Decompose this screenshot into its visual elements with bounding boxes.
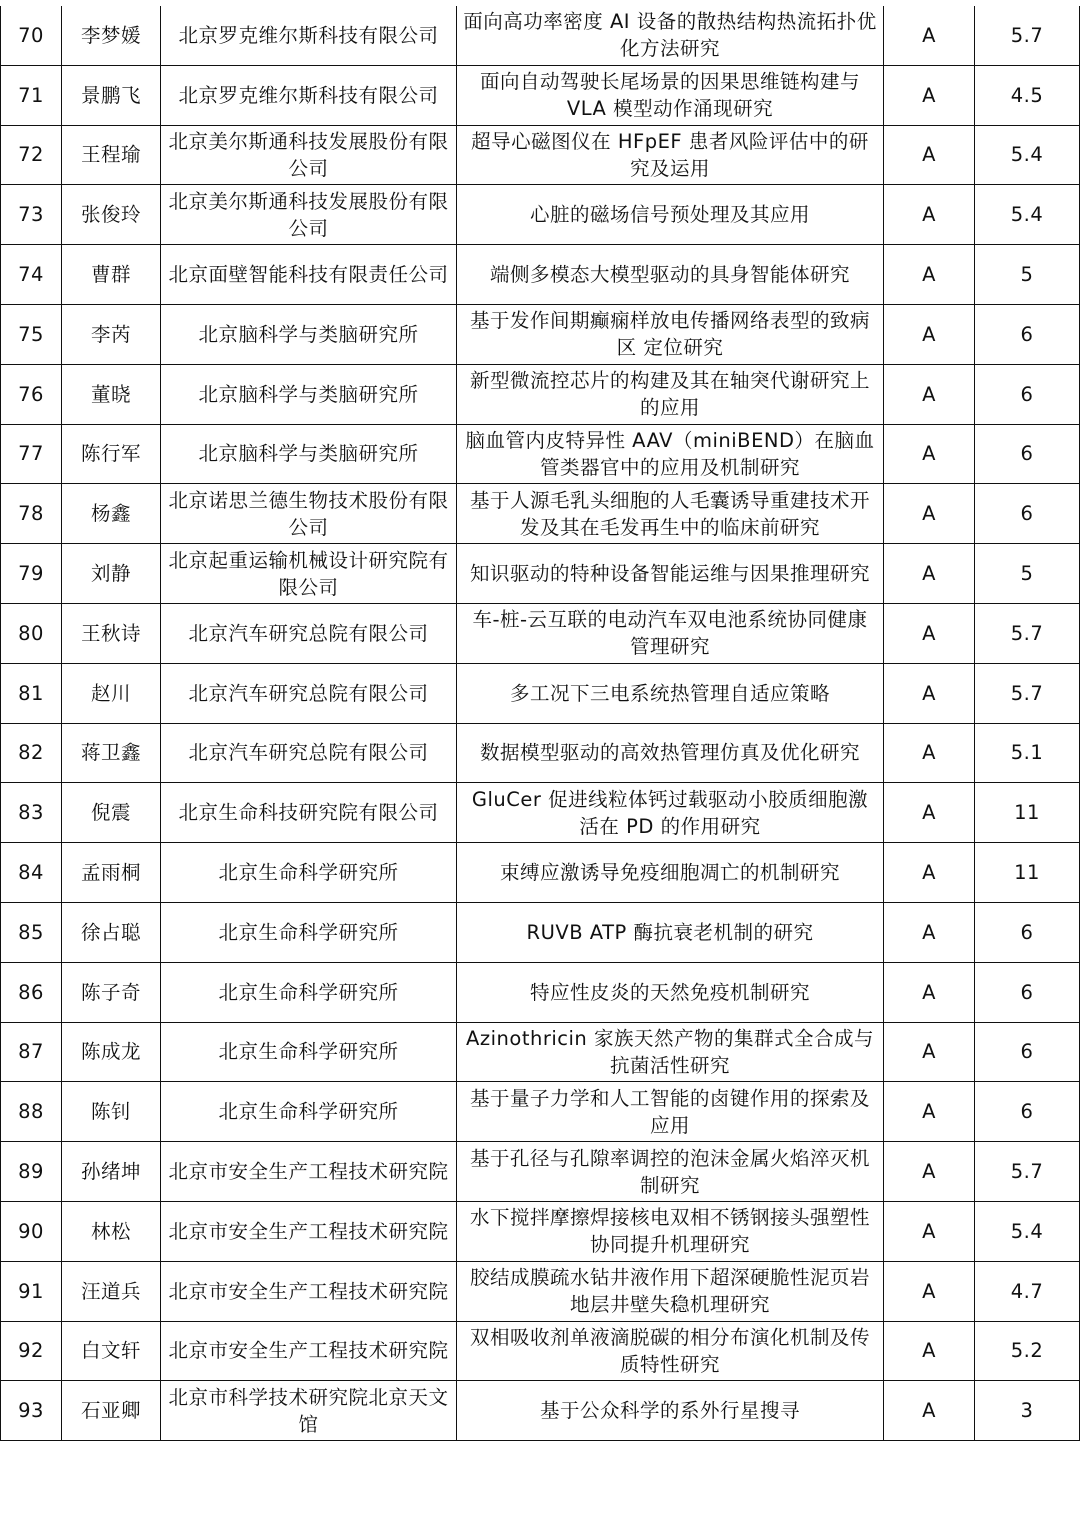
- grade-cell: A: [884, 962, 975, 1022]
- organization-cell: 北京汽车研究总院有限公司: [161, 603, 457, 663]
- funding-amount-cell: 5.2: [975, 1321, 1080, 1381]
- person-name-cell: 蒋卫鑫: [62, 723, 161, 783]
- grade-cell: A: [884, 424, 975, 484]
- row-number-cell: 75: [1, 304, 62, 364]
- grade-cell: A: [884, 245, 975, 305]
- table-row: [1, 843, 1080, 903]
- row-number-cell: 84: [1, 843, 62, 903]
- person-name-cell: 孙绪坤: [62, 1142, 161, 1202]
- funding-amount-cell: 6: [975, 1022, 1080, 1082]
- project-title-cell: 多工况下三电系统热管理自适应策略: [457, 663, 884, 723]
- organization-cell: 北京汽车研究总院有限公司: [161, 723, 457, 783]
- table-row: [1, 902, 1080, 962]
- organization-cell: 北京生命科学研究所: [161, 843, 457, 903]
- row-number-cell: 79: [1, 544, 62, 604]
- row-number-cell: 85: [1, 902, 62, 962]
- row-number-cell: 80: [1, 603, 62, 663]
- grade-cell: A: [884, 6, 975, 65]
- table-row: [1, 1022, 1080, 1082]
- funding-amount-cell: 6: [975, 304, 1080, 364]
- grade-cell: A: [884, 185, 975, 245]
- table-row: [1, 1321, 1080, 1381]
- row-number-cell: 76: [1, 364, 62, 424]
- project-title-cell: 面向自动驾驶长尾场景的因果思维链构建与 VLA 模型动作涌现研究: [457, 65, 884, 125]
- funding-amount-cell: 5.4: [975, 1201, 1080, 1261]
- table-row: [1, 6, 1080, 65]
- funding-amount-cell: 6: [975, 424, 1080, 484]
- person-name-cell: 董晓: [62, 364, 161, 424]
- funding-amount-cell: 3: [975, 1381, 1080, 1441]
- organization-cell: 北京脑科学与类脑研究所: [161, 364, 457, 424]
- organization-cell: 北京生命科学研究所: [161, 902, 457, 962]
- row-number-cell: 91: [1, 1261, 62, 1321]
- funding-amount-cell: 4.7: [975, 1261, 1080, 1321]
- person-name-cell: 杨鑫: [62, 484, 161, 544]
- organization-cell: 北京美尔斯通科技发展股份有限公司: [161, 185, 457, 245]
- table-row: [1, 1142, 1080, 1202]
- project-title-cell: 基于发作间期癫痫样放电传播网络表型的致病区 定位研究: [457, 304, 884, 364]
- row-number-cell: 86: [1, 962, 62, 1022]
- organization-cell: 北京市科学技术研究院北京天文馆: [161, 1381, 457, 1441]
- project-title-cell: 水下搅拌摩擦焊接核电双相不锈钢接头强塑性 协同提升机理研究: [457, 1201, 884, 1261]
- person-name-cell: 赵川: [62, 663, 161, 723]
- grade-cell: A: [884, 1201, 975, 1261]
- person-name-cell: 张俊玲: [62, 185, 161, 245]
- row-number-cell: 87: [1, 1022, 62, 1082]
- organization-cell: 北京起重运输机械设计研究院有限公司: [161, 544, 457, 604]
- person-name-cell: 陈钊: [62, 1082, 161, 1142]
- row-number-cell: 70: [1, 6, 62, 65]
- grade-cell: A: [884, 484, 975, 544]
- funding-amount-cell: 4.5: [975, 65, 1080, 125]
- funding-amount-cell: 5: [975, 245, 1080, 305]
- project-title-cell: 胶结成膜疏水钻井液作用下超深硬脆性泥页岩地层井壁失稳机理研究: [457, 1261, 884, 1321]
- project-title-cell: Azinothricin 家族天然产物的集群式全合成与抗菌活性研究: [457, 1022, 884, 1082]
- organization-cell: 北京市安全生产工程技术研究院: [161, 1321, 457, 1381]
- grade-cell: A: [884, 1261, 975, 1321]
- person-name-cell: 陈子奇: [62, 962, 161, 1022]
- grade-cell: A: [884, 364, 975, 424]
- project-title-cell: 束缚应激诱导免疫细胞凋亡的机制研究: [457, 843, 884, 903]
- person-name-cell: 景鹏飞: [62, 65, 161, 125]
- project-title-cell: 知识驱动的特种设备智能运维与因果推理研究: [457, 544, 884, 604]
- funding-amount-cell: 6: [975, 962, 1080, 1022]
- grade-cell: A: [884, 783, 975, 843]
- project-title-cell: 基于人源毛乳头细胞的人毛囊诱导重建技术开发及其在毛发再生中的临床前研究: [457, 484, 884, 544]
- person-name-cell: 王秋诗: [62, 603, 161, 663]
- row-number-cell: 92: [1, 1321, 62, 1381]
- grade-cell: A: [884, 843, 975, 903]
- project-title-cell: 面向高功率密度 AI 设备的散热结构热流拓扑优化方法研究: [457, 6, 884, 65]
- project-title-cell: 基于量子力学和人工智能的卤键作用的探索及应用: [457, 1082, 884, 1142]
- person-name-cell: 李梦媛: [62, 6, 161, 65]
- organization-cell: 北京生命科技研究院有限公司: [161, 783, 457, 843]
- grade-cell: A: [884, 902, 975, 962]
- funding-amount-cell: 5.4: [975, 125, 1080, 185]
- funding-amount-cell: 6: [975, 1082, 1080, 1142]
- funding-list-table: [0, 6, 1080, 1441]
- organization-cell: 北京市安全生产工程技术研究院: [161, 1261, 457, 1321]
- project-title-cell: GluCer 促进线粒体钙过载驱动小胶质细胞激活在 PD 的作用研究: [457, 783, 884, 843]
- project-title-cell: 脑血管内皮特异性 AAV（miniBEND）在脑血管类器官中的应用及机制研究: [457, 424, 884, 484]
- organization-cell: 北京生命科学研究所: [161, 962, 457, 1022]
- funding-amount-cell: 5.7: [975, 1142, 1080, 1202]
- row-number-cell: 89: [1, 1142, 62, 1202]
- organization-cell: 北京市安全生产工程技术研究院: [161, 1142, 457, 1202]
- grade-cell: A: [884, 65, 975, 125]
- row-number-cell: 77: [1, 424, 62, 484]
- grade-cell: A: [884, 723, 975, 783]
- grade-cell: A: [884, 544, 975, 604]
- funding-amount-cell: 6: [975, 364, 1080, 424]
- row-number-cell: 88: [1, 1082, 62, 1142]
- grade-cell: A: [884, 1142, 975, 1202]
- person-name-cell: 陈成龙: [62, 1022, 161, 1082]
- person-name-cell: 白文轩: [62, 1321, 161, 1381]
- project-title-cell: RUVB ATP 酶抗衰老机制的研究: [457, 902, 884, 962]
- grade-cell: A: [884, 1381, 975, 1441]
- project-title-cell: 双相吸收剂单液滴脱碳的相分布演化机制及传质特性研究: [457, 1321, 884, 1381]
- row-number-cell: 93: [1, 1381, 62, 1441]
- project-title-cell: 端侧多模态大模型驱动的具身智能体研究: [457, 245, 884, 305]
- table-row: [1, 484, 1080, 544]
- row-number-cell: 81: [1, 663, 62, 723]
- row-number-cell: 90: [1, 1201, 62, 1261]
- funding-amount-cell: 11: [975, 843, 1080, 903]
- organization-cell: 北京市安全生产工程技术研究院: [161, 1201, 457, 1261]
- table-row: [1, 544, 1080, 604]
- table-row: [1, 304, 1080, 364]
- row-number-cell: 74: [1, 245, 62, 305]
- row-number-cell: 72: [1, 125, 62, 185]
- table-row: [1, 1261, 1080, 1321]
- organization-cell: 北京生命科学研究所: [161, 1082, 457, 1142]
- table-body: [1, 6, 1080, 1441]
- organization-cell: 北京诺思兰德生物技术股份有限公司: [161, 484, 457, 544]
- person-name-cell: 刘静: [62, 544, 161, 604]
- project-title-cell: 车-桩-云互联的电动汽车双电池系统协同健康管理研究: [457, 603, 884, 663]
- project-title-cell: 基于公众科学的系外行星搜寻: [457, 1381, 884, 1441]
- grade-cell: A: [884, 663, 975, 723]
- project-title-cell: 数据模型驱动的高效热管理仿真及优化研究: [457, 723, 884, 783]
- grade-cell: A: [884, 1082, 975, 1142]
- table-row: [1, 603, 1080, 663]
- funding-amount-cell: 6: [975, 902, 1080, 962]
- funding-amount-cell: 5: [975, 544, 1080, 604]
- funding-amount-cell: 5.7: [975, 603, 1080, 663]
- grade-cell: A: [884, 1022, 975, 1082]
- funding-amount-cell: 5.4: [975, 185, 1080, 245]
- row-number-cell: 83: [1, 783, 62, 843]
- table-row: [1, 185, 1080, 245]
- row-number-cell: 71: [1, 65, 62, 125]
- table-row: [1, 424, 1080, 484]
- person-name-cell: 孟雨桐: [62, 843, 161, 903]
- funding-amount-cell: 5.1: [975, 723, 1080, 783]
- funding-amount-cell: 5.7: [975, 663, 1080, 723]
- project-title-cell: 基于孔径与孔隙率调控的泡沫金属火焰淬灭机制研究: [457, 1142, 884, 1202]
- table-row: [1, 783, 1080, 843]
- organization-cell: 北京脑科学与类脑研究所: [161, 424, 457, 484]
- person-name-cell: 李芮: [62, 304, 161, 364]
- person-name-cell: 倪震: [62, 783, 161, 843]
- funding-amount-cell: 6: [975, 484, 1080, 544]
- grade-cell: A: [884, 125, 975, 185]
- project-title-cell: 特应性皮炎的天然免疫机制研究: [457, 962, 884, 1022]
- table-row: [1, 245, 1080, 305]
- organization-cell: 北京美尔斯通科技发展股份有限公司: [161, 125, 457, 185]
- project-title-cell: 心脏的磁场信号预处理及其应用: [457, 185, 884, 245]
- project-title-cell: 超导心磁图仪在 HFpEF 患者风险评估中的研究及运用: [457, 125, 884, 185]
- table-row: [1, 1381, 1080, 1441]
- person-name-cell: 徐占聪: [62, 902, 161, 962]
- organization-cell: 北京面壁智能科技有限责任公司: [161, 245, 457, 305]
- table-row: [1, 125, 1080, 185]
- grade-cell: A: [884, 1321, 975, 1381]
- funding-amount-cell: 11: [975, 783, 1080, 843]
- person-name-cell: 石亚卿: [62, 1381, 161, 1441]
- organization-cell: 北京汽车研究总院有限公司: [161, 663, 457, 723]
- table-row: [1, 65, 1080, 125]
- person-name-cell: 陈行军: [62, 424, 161, 484]
- grade-cell: A: [884, 603, 975, 663]
- person-name-cell: 林松: [62, 1201, 161, 1261]
- organization-cell: 北京脑科学与类脑研究所: [161, 304, 457, 364]
- grade-cell: A: [884, 304, 975, 364]
- funding-amount-cell: 5.7: [975, 6, 1080, 65]
- project-title-cell: 新型微流控芯片的构建及其在轴突代谢研究上的应用: [457, 364, 884, 424]
- table-row: [1, 663, 1080, 723]
- row-number-cell: 73: [1, 185, 62, 245]
- organization-cell: 北京罗克维尔斯科技有限公司: [161, 6, 457, 65]
- person-name-cell: 王程瑜: [62, 125, 161, 185]
- table-row: [1, 723, 1080, 783]
- organization-cell: 北京罗克维尔斯科技有限公司: [161, 65, 457, 125]
- organization-cell: 北京生命科学研究所: [161, 1022, 457, 1082]
- table-row: [1, 1082, 1080, 1142]
- person-name-cell: 曹群: [62, 245, 161, 305]
- table-row: [1, 962, 1080, 1022]
- person-name-cell: 汪道兵: [62, 1261, 161, 1321]
- row-number-cell: 82: [1, 723, 62, 783]
- row-number-cell: 78: [1, 484, 62, 544]
- table-row: [1, 364, 1080, 424]
- table-row: [1, 1201, 1080, 1261]
